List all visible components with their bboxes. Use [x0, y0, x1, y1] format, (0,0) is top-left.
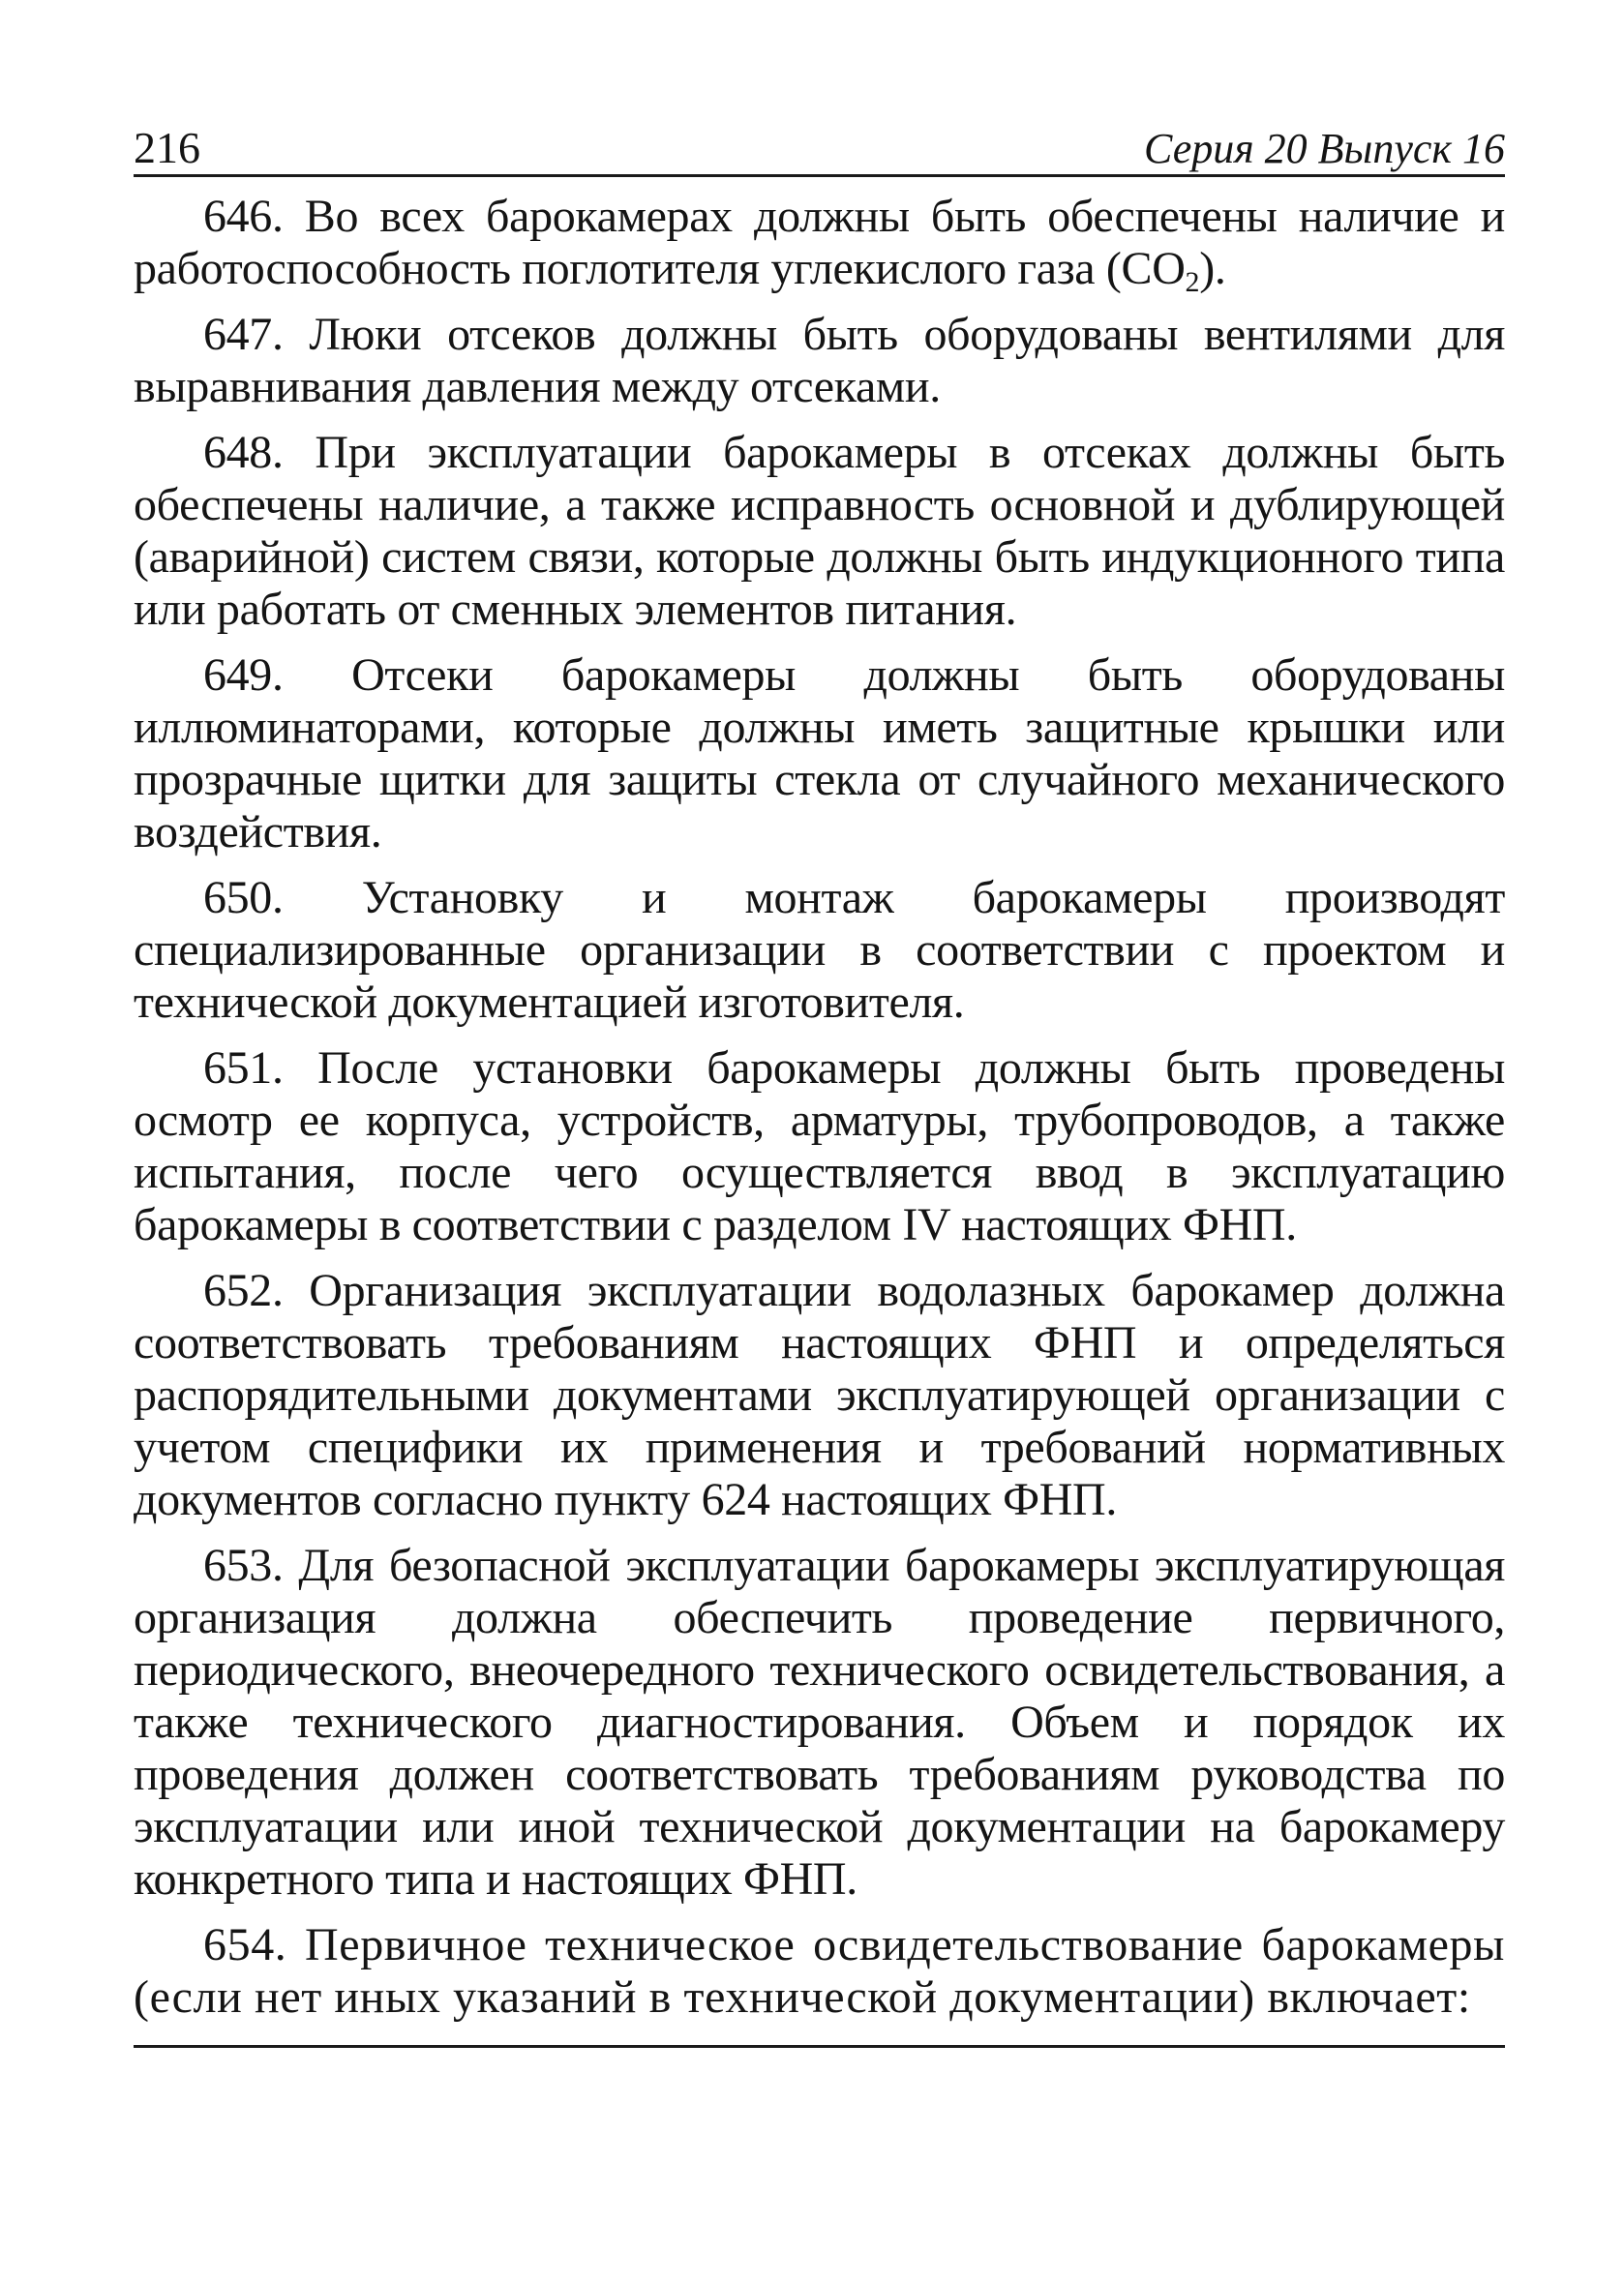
page-number: 216 [134, 123, 200, 172]
paragraph-652: 652. Организация эксплуатации водолазных барокамер должна соответствовать требованиям настоящих ФНП и определяться распорядительными документами эксплуатирующей организации с учетом специфики их применения и требований нормативных документов согласно пункту 624 настоящих ФНП. [134, 1265, 1505, 1525]
running-header [134, 108, 1505, 177]
paragraph-653: 653. Для безопасной эксплуатации барокамеры эксплуатирующая организация должна обеспечить проведение первичного, периодического, внеочередного технического освидетельствования, а также технического диагностирования. Объем и порядок их проведения должен соответствовать требованиям руководства по эксплуатации или иной технической документации на барокамеру конкретного типа и настоящих ФНП. [134, 1540, 1505, 1905]
paragraph-646-text: 646. Во всех барокамерах должны быть обеспечены наличие и работоспособность поглотителя углекислого газа (CO [134, 191, 1505, 294]
co2-subscript: 2 [1185, 266, 1200, 298]
paragraph-651: 651. После установки барокамеры должны быть проведены осмотр ее корпуса, устройств, арматуры, трубопроводов, а также испытания, после чего осуществляется ввод в эксплуатацию барокамеры в соответствии с разделом IV настоящих ФНП. [134, 1042, 1505, 1250]
book-page [134, 108, 1505, 2048]
bottom-rule [134, 2045, 1505, 2048]
series-title: Серия 20 Выпуск 16 [1144, 125, 1505, 172]
paragraph-647: 647. Люки отсеков должны быть оборудованы вентилями для выравнивания давления между отсеками. [134, 309, 1505, 412]
paragraph-649: 649. Отсеки барокамеры должны быть оборудованы иллюминаторами, которые должны иметь защитные крышки или прозрачные щитки для защиты стекла от случайного механического воздействия. [134, 649, 1505, 857]
body-text [134, 191, 1505, 2024]
paragraph-646-tail: ). [1199, 243, 1226, 294]
paragraph-654: 654. Первичное техническое освидетельствование барокамеры (если нет иных указаний в технической документации) включает: [134, 1919, 1505, 2023]
paragraph-648: 648. При эксплуатации барокамеры в отсеках должны быть обеспечены наличие, а также исправность основной и дублирующей (аварийной) систем связи, которые должны быть индукционного типа или работать от сменных элементов питания. [134, 427, 1505, 635]
paragraph-646 [134, 191, 1505, 298]
paragraph-650: 650. Установку и монтаж барокамеры производят специализированные организации в соответствии с проектом и технической документацией изготовителя. [134, 872, 1505, 1028]
